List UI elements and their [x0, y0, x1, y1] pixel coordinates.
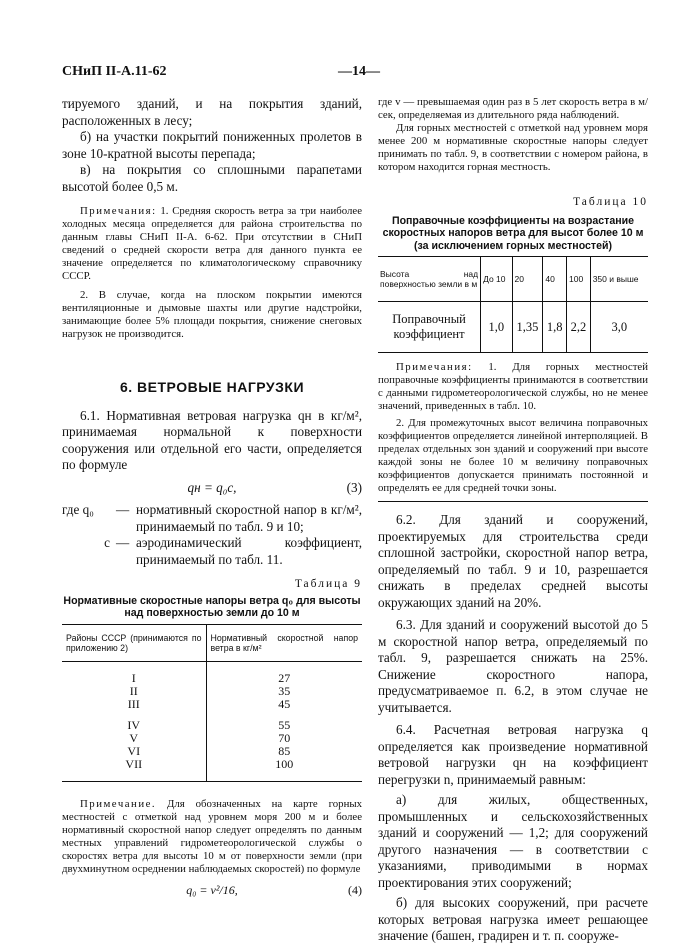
- note-heading: Примечания:: [80, 205, 157, 217]
- table-9-regions-cell: [62, 661, 206, 781]
- table-9-header-regions: Районы СССР (принимаются по приложению 2): [62, 624, 206, 661]
- region: II: [129, 683, 138, 698]
- region: VII: [125, 756, 143, 771]
- table-10-header-height: Высота над поверхностью земли в м: [378, 257, 481, 302]
- definition-v: где v — превышаемая один раз в 5 лет скорость ветра в м/сек, определяемая из длительного ряда наблюдений.: [378, 96, 648, 121]
- formula-3-expression: qн = q₀c,: [187, 479, 237, 495]
- continued-text: тируемого зданий, и на покрытия зданий, расположенных в лесу;: [62, 96, 362, 128]
- table-10: [378, 256, 648, 353]
- table-10-header: 40: [543, 257, 567, 302]
- pressure-value: 100: [275, 756, 294, 771]
- definition-symbol: где q₀: [62, 502, 94, 517]
- table-10-value: 1,0: [481, 302, 512, 353]
- table-10-header: 100: [567, 257, 591, 302]
- table-10-row-label: Поправочный коэффициент: [392, 312, 466, 342]
- table-9-number: Таблица 9: [294, 578, 362, 590]
- paragraph-6-2: 6.2. Для зданий и сооружений, проектируемых для строительства среди сплошной застройки, скоростной напор ветра, определяемый по табл. 9 и 10, разрешается снижать в пределах средней высоты окружающих зданий на 20%.: [378, 512, 648, 610]
- section-title: 6. ВЕТРОВЫЕ НАГРУЗКИ: [119, 379, 305, 395]
- note-3: [62, 798, 362, 876]
- pressure-value: 35: [278, 683, 291, 698]
- note-5: 2. Для промежуточных высот величина поправочных коэффициентов определяется линейной интерполяцией. В пределах отдельных зон зданий и сооружений при высоте каждой зоны не более 10 м величину поправочных коэффициентов допускается принимать постоянной и определять ее для средней точки зоны.: [378, 417, 648, 495]
- pressure-value: 70: [278, 730, 291, 745]
- table-9-caption: Нормативные скоростные напоры ветра q₀ для высоты над поверхностью земли до 10 м: [63, 594, 361, 620]
- paragraph-6-3: 6.3. Для зданий и сооружений высотой до 5 м скоростной напор ветра, определяемый по табл. 9, разрешается снижать на 25%. Снижение скоростного напора, предусматриваемое п. 6.2, в этом случае не учитывается.: [378, 617, 648, 715]
- pressure-value: 85: [278, 743, 291, 758]
- table-9: [62, 624, 362, 782]
- paragraph-6-4-a: а) для жилых, общественных, промышленных и сельскохозяйственных зданий и сооружений — 1,2; для сооружений другого назначения — в соответствии с указаниями, приводимыми в нормах проектирования этих сооружений;: [378, 792, 648, 890]
- definition-dash: —: [116, 502, 130, 517]
- page-number: —14—: [338, 64, 380, 79]
- region: I: [131, 670, 136, 685]
- note-4: [378, 361, 648, 413]
- table-10-header: 20: [512, 257, 543, 302]
- paragraph-6-4: 6.4. Расчетная ветровая нагрузка q определяется как произведение нормативной ветровой нагрузки qн на коэффициент перегрузки n, принимаемый равным:: [378, 722, 648, 787]
- note-4-body: 1. Для горных местностей поправочные коэффициенты принимаются в соответствии с данными гидрометеорологической службы, но не менее значений, приведенных в табл. 10.: [378, 361, 648, 413]
- note-1-body: 1. Средняя скорость ветра за три наиболее холодных месяца определяется для района строительства по данным главы СНиП II-А. 6-62. При отсутствии в СНиП сведений о средней скорости ветра для данного пункта ее значение определяется по климатологическому справочнику СССР.: [62, 205, 362, 282]
- paragraph-6-4-b: б) для высоких сооружений, при расчете которых ветровая нагрузка имеет решающее значение (башен, градирен и т. п. сооруже-: [378, 895, 648, 944]
- table-10-caption: Поправочные коэффициенты на возрастание скоростных напоров ветра для высот более 10 м (за исключением горных местностей): [382, 214, 644, 252]
- definition-text: аэродинамический коэффициент, принимаемый по табл. 11.: [136, 535, 362, 567]
- table-10-value: 1,35: [512, 302, 543, 353]
- note-2: 2. В случае, когда на плоском покрытии имеются вентиляционные и дымовые шахты или другие надстройки, занимающие более 5% площади покрытия, снижение снеговых нагрузок не производится.: [62, 289, 362, 340]
- definition-q0: [62, 502, 362, 535]
- formula-3-number: (3): [346, 479, 362, 495]
- pressure-value: 55: [278, 717, 291, 732]
- formula-3: [62, 480, 362, 497]
- note-1: [62, 205, 362, 283]
- definition-text: нормативный скоростной напор в кг/м², принимаемый по табл. 9 и 10;: [136, 502, 362, 534]
- definition-c: [62, 535, 362, 568]
- pressure-value: 45: [278, 696, 291, 711]
- list-item-v: в) на покрытия со сплошными парапетами высотой более 0,5 м.: [62, 162, 362, 194]
- list-item-b: б) на участки покрытий пониженных пролетов в зоне 10-кратной высоты перепада;: [62, 129, 362, 161]
- right-column: [378, 96, 648, 945]
- table-10-header: 350 и выше: [590, 257, 648, 302]
- pressure-value: 27: [278, 670, 291, 685]
- definition-symbol: c: [104, 535, 110, 550]
- definition-dash: —: [116, 535, 130, 550]
- formula-4-expression: q₀ = v²/16,: [186, 882, 238, 897]
- document-code: СНиП II-А.11-62: [62, 64, 167, 79]
- table-10-value: 1,8: [543, 302, 567, 353]
- note-heading: Примечания:: [396, 361, 473, 374]
- table-10-number: Таблица 10: [573, 196, 648, 208]
- region: V: [129, 730, 139, 745]
- formula-4-number: (4): [348, 882, 362, 897]
- table-10-value: 2,2: [567, 302, 591, 353]
- paragraph-6-1: 6.1. Нормативная ветровая нагрузка qн в кг/м², принимаемая нормальной к поверхности сооружения или отдельной его части, определяется по формуле: [62, 407, 362, 472]
- region: IV: [127, 717, 141, 732]
- region: III: [127, 696, 140, 711]
- region: VI: [127, 743, 141, 758]
- table-9-values-cell: [206, 661, 362, 781]
- note-heading: Примечание.: [80, 797, 157, 810]
- divider: [378, 501, 648, 502]
- table-9-header-values: Нормативный скоростной напор ветра в кг/м²: [206, 624, 362, 661]
- table-10-value: 3,0: [590, 302, 648, 353]
- table-10-header: До 10: [481, 257, 512, 302]
- mountain-note: Для горных местностей с отметкой над уровнем моря менее 200 м нормативные скоростные напоры следует принимать по табл. 9, в соответствии с номером района, в котором находится горная местность.: [378, 122, 648, 173]
- left-column: [62, 96, 362, 902]
- note-3-body: Для обозначенных на карте горных местностей с отметкой над уровнем моря 200 м и более нормативный скоростной напор следует определять по данным местных управлений гидрометеорологической службы о скоростях ветра для высоты 10 м от поверхности земли (при двухминутном осреднении наблюдаемых скоростей) по формуле: [62, 797, 362, 875]
- formula-4: [62, 882, 362, 899]
